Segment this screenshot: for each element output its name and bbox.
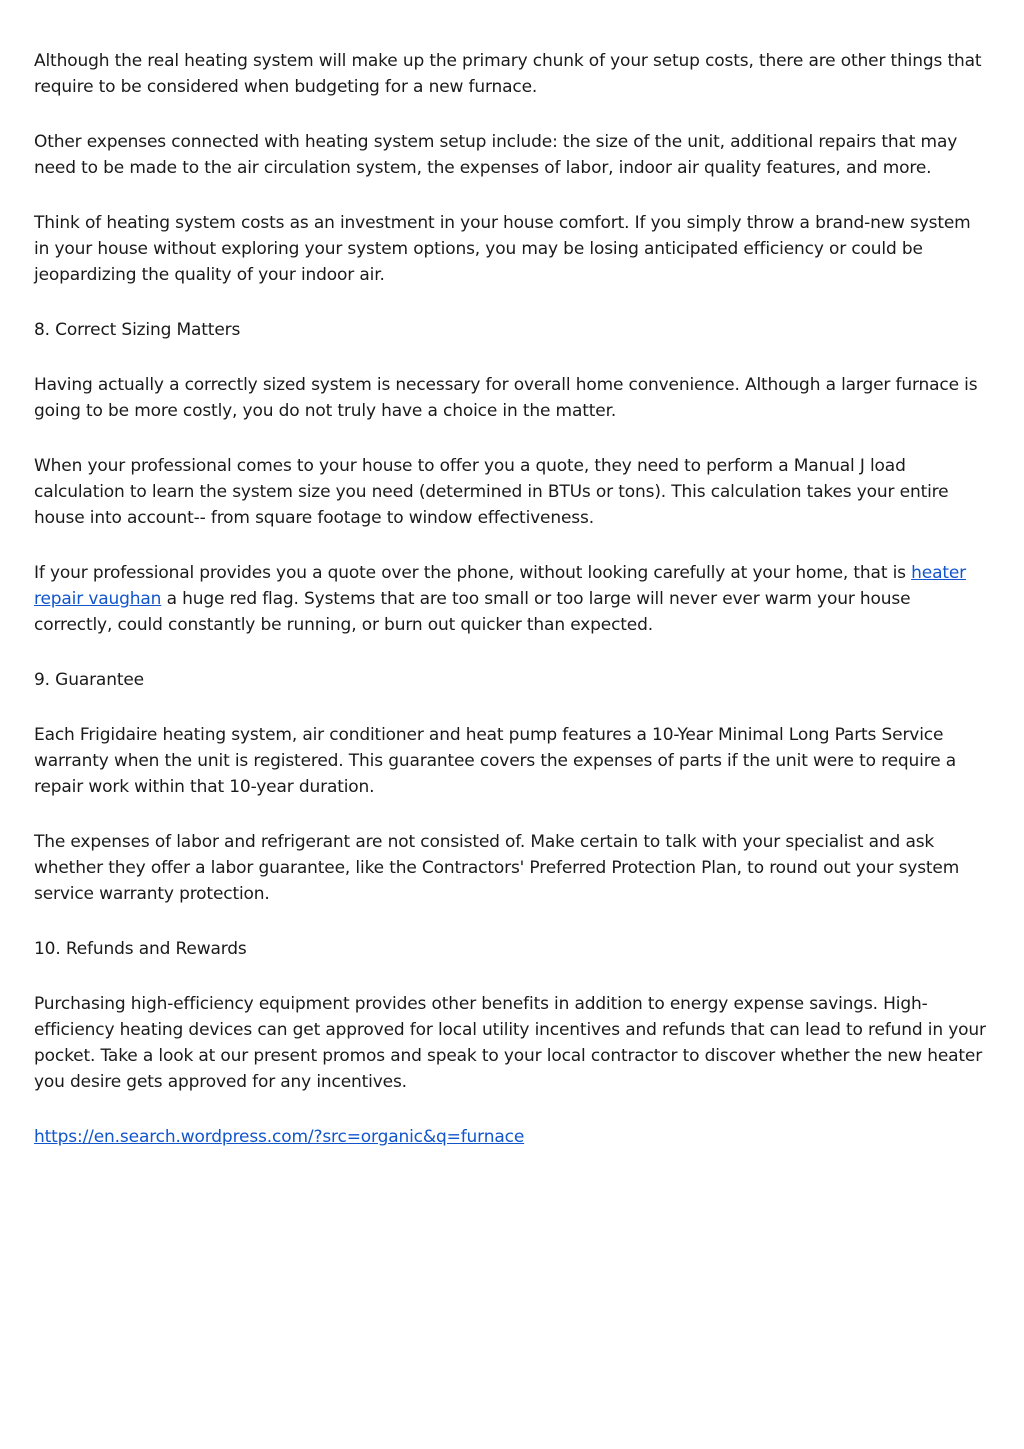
paragraph-quote-warning <box>34 560 989 638</box>
paragraph-other-expenses: Other expenses connected with heating system setup include: the size of the unit, additional repairs that may need to be made to the air circulation system, the expenses of labor, indoor air quality features, and more. <box>34 132 958 178</box>
heater-repair-link[interactable]: heater repair vaughan <box>34 563 967 609</box>
final-link-paragraph <box>34 1124 989 1150</box>
paragraph-budgeting: Although the real heating system will make up the primary chunk of your setup costs, there are other things that require to be considered when budgeting for a new furnace. <box>34 51 982 97</box>
paragraph-sizing: Having actually a correctly sized system is necessary for overall home convenience. Although a larger furnace is going to be more costly, you do not truly have a choice in the matter. <box>34 375 978 421</box>
quote-text-before: If your professional provides you a quote over the phone, without looking carefully at your home, that is <box>34 563 912 583</box>
paragraph-incentives: Purchasing high-efficiency equipment provides other benefits in addition to energy expense savings. High-efficiency heating devices can get approved for local utility incentives and refunds that can lead to refund in your pocket. Take a look at our present promos and speak to your local contractor to discover whether the new heater you desire gets approved for any incentives. <box>34 994 986 1092</box>
paragraph-manual-j: When your professional comes to your house to offer you a quote, they need to perform a Manual J load calculation to learn the system size you need (determined in BTUs or tons). This calculation takes your entire house into account-- from square footage to window effectiveness. <box>34 456 949 528</box>
document-body <box>34 48 989 1179</box>
paragraph-labor: The expenses of labor and refrigerant are not consisted of. Make certain to talk with your specialist and ask whether they offer a labor guarantee, like the Contractors' Preferred Protection Plan, to round out your system service warranty protection. <box>34 832 960 904</box>
paragraph-investment: Think of heating system costs as an investment in your house comfort. If you simply throw a brand-new system in your house without exploring your system options, you may be losing anticipated efficiency or could be jeopardizing the quality of your indoor air. <box>34 213 971 285</box>
quote-text-after: a huge red flag. Systems that are too small or too large will never ever warm your house correctly, could constantly be running, or burn out quicker than expected. <box>34 589 911 635</box>
paragraph-warranty: Each Frigidaire heating system, air conditioner and heat pump features a 10-Year Minimal Long Parts Service warranty when the unit is registered. This guarantee covers the expenses of parts if the unit were to require a repair work within that 10-year duration. <box>34 725 957 797</box>
section-heading-guarantee: 9. Guarantee <box>34 670 144 690</box>
wordpress-search-link[interactable]: https://en.search.wordpress.com/?src=organic&q=furnace <box>34 1127 525 1147</box>
section-heading-refunds: 10. Refunds and Rewards <box>34 939 247 959</box>
section-heading-sizing: 8. Correct Sizing Matters <box>34 320 241 340</box>
